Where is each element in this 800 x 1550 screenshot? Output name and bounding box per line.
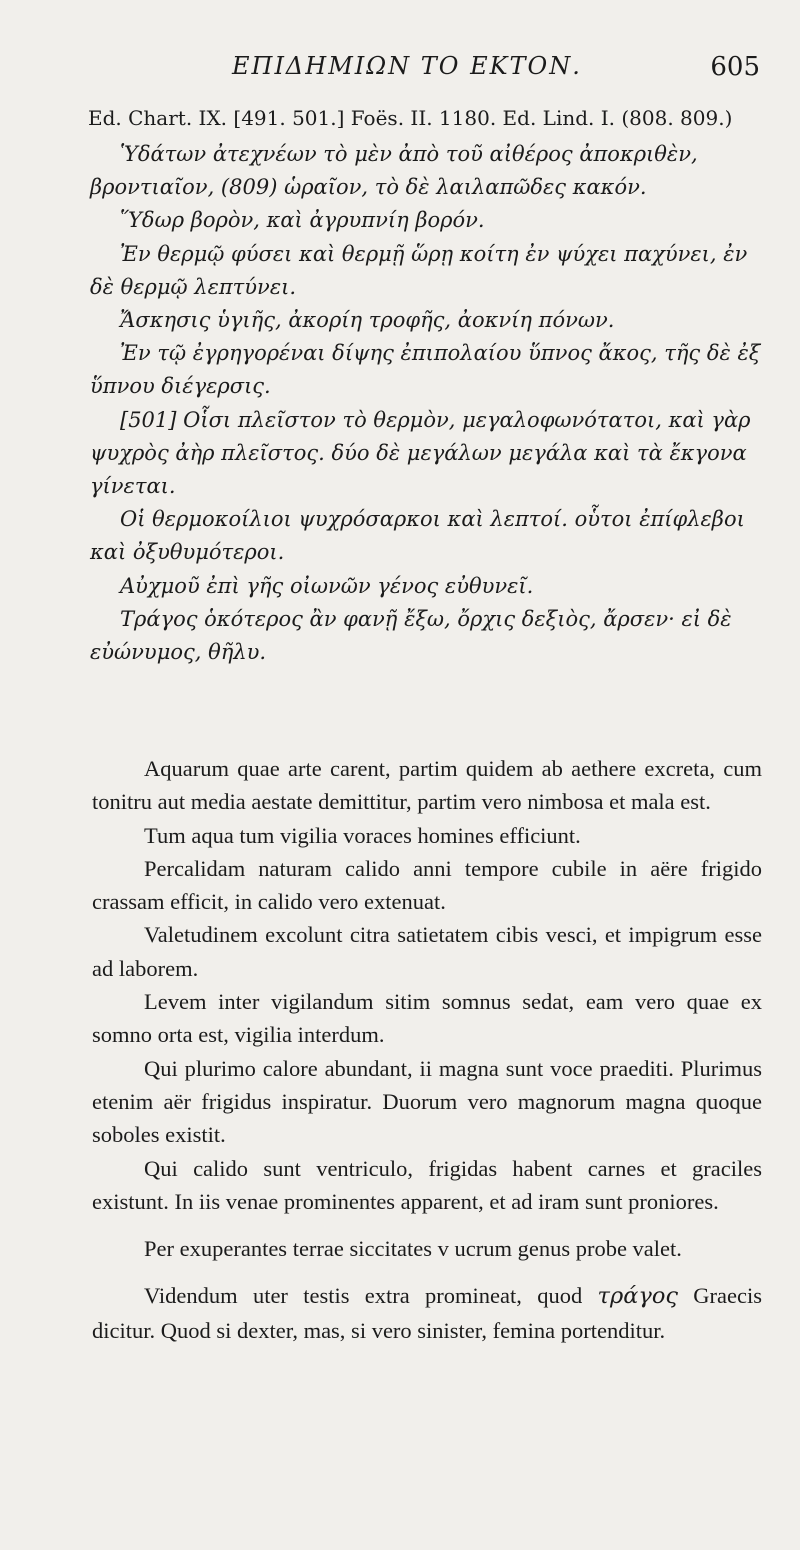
page-header	[92, 52, 760, 92]
latin-paragraph: Aquarum quae arte carent, partim quidem ab aethere excreta, cum tonitru aut media aestate demittitur, partim vero nimbosa et mala est.	[92, 756, 762, 815]
latin-paragraph: Tum aqua tum vigilia voraces homines efficiunt.	[144, 822, 581, 848]
greek-paragraph: Ὑδάτων ἀτεχνέων τὸ μὲν ἀπὸ τοῦ αἰθέρος ἀποκριθὲν, βροντιαῖον, (809) ὡραῖον, τὸ δὲ λαιλαπῶδες κακόν.	[90, 142, 698, 200]
greek-paragraph: Ἐν θερμῷ φύσει καὶ θερμῇ ὥρῃ κοίτη ἐν ψύχει παχύνει, ἐν δὲ θερμῷ λεπτύνει.	[90, 241, 748, 299]
greek-paragraph: Ὕδωρ βορὸν, καὶ ἀγρυπνίη βορόν.	[120, 208, 485, 233]
greek-paragraph: Αὐχμοῦ ἐπὶ γῆς οἰωνῶν γένος εὐθυνεῖ.	[120, 573, 534, 598]
latin-paragraph: Percalidam naturam calido anni tempore cubile in aëre frigido crassam efficit, in calido vero extenuat.	[92, 855, 762, 915]
latin-text: Videndum uter testis extra promineat, quod	[144, 1283, 598, 1309]
latin-paragraph: Per exuperantes terrae siccitates v ucrum genus probe valet.	[144, 1236, 682, 1262]
latin-paragraph: Valetudinem excolunt citra satietatem cibis vesci, et impigrum esse ad laborem.	[92, 922, 762, 981]
running-title: ΕΠΙΔΗΜΙΩΝ ΤΟ ΕΚΤΟΝ.	[232, 52, 582, 80]
latin-text: Graecis dicitur. Quod si dexter, mas, si vero sinister, femina portenditur.	[92, 1283, 762, 1343]
greek-paragraph: Τράγος ὁκότερος ἂν φανῇ ἔξω, ὄρχις δεξιὸς, ἄρσεν· εἰ δὲ εὐώνυμος, θῆλυ.	[90, 606, 732, 665]
greek-paragraph: Ἐν τῷ ἐγρηγορέναι δίψης ἐπιπολαίου ὕπνος ἄκος, τῆς δὲ ἐξ ὕπνου διέγερσις.	[90, 341, 761, 399]
page-number: 605	[710, 52, 760, 82]
greek-paragraph: Οἱ θερμοκοίλιοι ψυχρόσαρκοι καὶ λεπτοί. οὗτοι ἐπίφλεβοι καὶ ὀξυθυμότεροι.	[90, 507, 745, 565]
latin-paragraph	[92, 1279, 762, 1347]
latin-translation-block	[92, 752, 762, 1347]
latin-paragraph: Levem inter vigilandum sitim somnus sedat, eam vero quae ex somno orta est, vigilia interdum.	[92, 989, 762, 1048]
latin-paragraph: Qui plurimo calore abundant, ii magna sunt voce praediti. Plurimus etenim aër frigidus inspiratur. Duorum vero magnorum magna quoque soboles existit.	[92, 1055, 762, 1148]
greek-paragraph: Ἄσκησις ὑγιῆς, ἀκορίη τροφῆς, ἀοκνίη πόνων.	[120, 308, 615, 333]
edition-reference-line: Ed. Chart. IX. [491. 501.] Foës. II. 1180. Ed. Lind. I. (808. 809.)	[88, 106, 733, 130]
greek-paragraph: [501] Οἷσι πλεῖστον τὸ θερμὸν, μεγαλοφωνότατοι, καὶ γὰρ ψυχρὸς ἀὴρ πλεῖστος. δύο δὲ μεγάλων μεγάλα καὶ τὰ ἔκγονα γίνεται.	[90, 407, 751, 499]
latin-paragraph: Qui calido sunt ventriculo, frigidas habent carnes et graciles existunt. In iis venae prominentes apparent, et ad iram sunt proniores.	[92, 1155, 762, 1214]
greek-text-block	[90, 138, 762, 669]
inline-greek-word: τράγος	[597, 1283, 678, 1310]
